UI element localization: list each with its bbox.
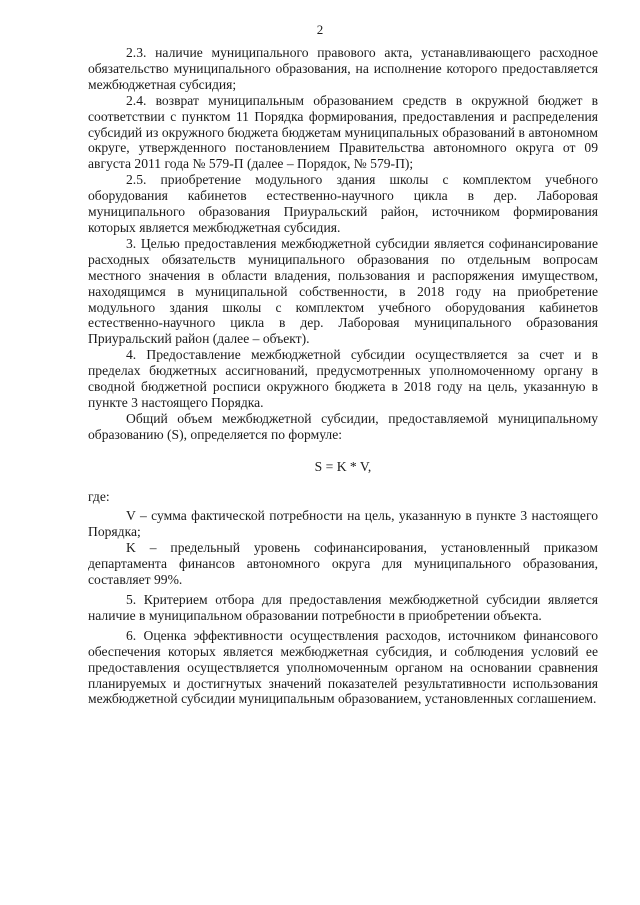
paragraph-2-3: 2.3. наличие муниципального правового акта, устанавливающего расходное обязательство муниципального образования, на исполнение которого предоставляется межбюджетная субсидия;	[88, 45, 598, 92]
paragraph-4: 4. Предоставление межбюджетной субсидии осуществляется за счет и в пределах бюджетных ассигнований, предусмотренных уполномоченному органу в сводной бюджетной росписи окружного бюджета в 2018 году на цель, указанную в пункте 3 настоящего Порядка.	[88, 347, 598, 410]
definition-v: V – сумма фактической потребности на цель, указанную в пункте 3 настоящего Порядка;	[88, 508, 598, 540]
paragraph-6: 6. Оценка эффективности осуществления расходов, источником финансового обеспечения которых является межбюджетная субсидия, и соблюдения условий ее предоставления осуществляется уполномоченным органом на основании сравнения планируемых и достигнутых значений показателей результативности использования межбюджетной субсидии муниципальным образованием, установленных соглашением.	[88, 627, 598, 707]
definition-k: K – предельный уровень софинансирования, установленный приказом департамента финансов автономного округа для муниципального образования, составляет 99%.	[88, 540, 598, 588]
page-number: 2	[316, 22, 324, 37]
paragraph-3: 3. Целью предоставления межбюджетной субсидии является софинансирование расходных обязательств муниципального образования по отдельным вопросам местного значения в области владения, пользования и распоряжения имуществом, находящимся в муниципальной собственности, в 2018 году на приобретение модульного здания школы с комплектом учебного оборудования кабинетов естественно-научного цикла в дер. Лаборовая муниципального образования Приуральский район (далее – объект).	[88, 235, 598, 347]
document-body	[88, 45, 598, 707]
paragraph-2-5: 2.5. приобретение модульного здания школы с комплектом учебного оборудования кабинетов естественно-научного цикла в дер. Лаборовая муниципального образования Приуральский район, источником формирования которых является межбюджетная субсидия.	[88, 172, 598, 235]
where-label: где:	[88, 488, 110, 504]
paragraph-5: 5. Критерием отбора для предоставления межбюджетной субсидии является наличие в муниципальном образовании потребности в приобретении объекта.	[88, 592, 598, 623]
paragraph-2-4: 2.4. возврат муниципальным образованием средств в окружной бюджет в соответствии с пунктом 11 Порядка формирования, предоставления и распределения субсидий из окружного бюджета бюджетам муниципальных образований в автономном округе, утвержденного постановлением Правительства автономного округа от 09 августа 2011 года № 579-П (далее – Порядок, № 579-П);	[88, 92, 598, 172]
formula: S = K * V,	[314, 458, 372, 474]
paragraph-total-volume: Общий объем межбюджетной субсидии, предоставляемой муниципальному образованию (S), определяется по формуле:	[88, 410, 598, 442]
